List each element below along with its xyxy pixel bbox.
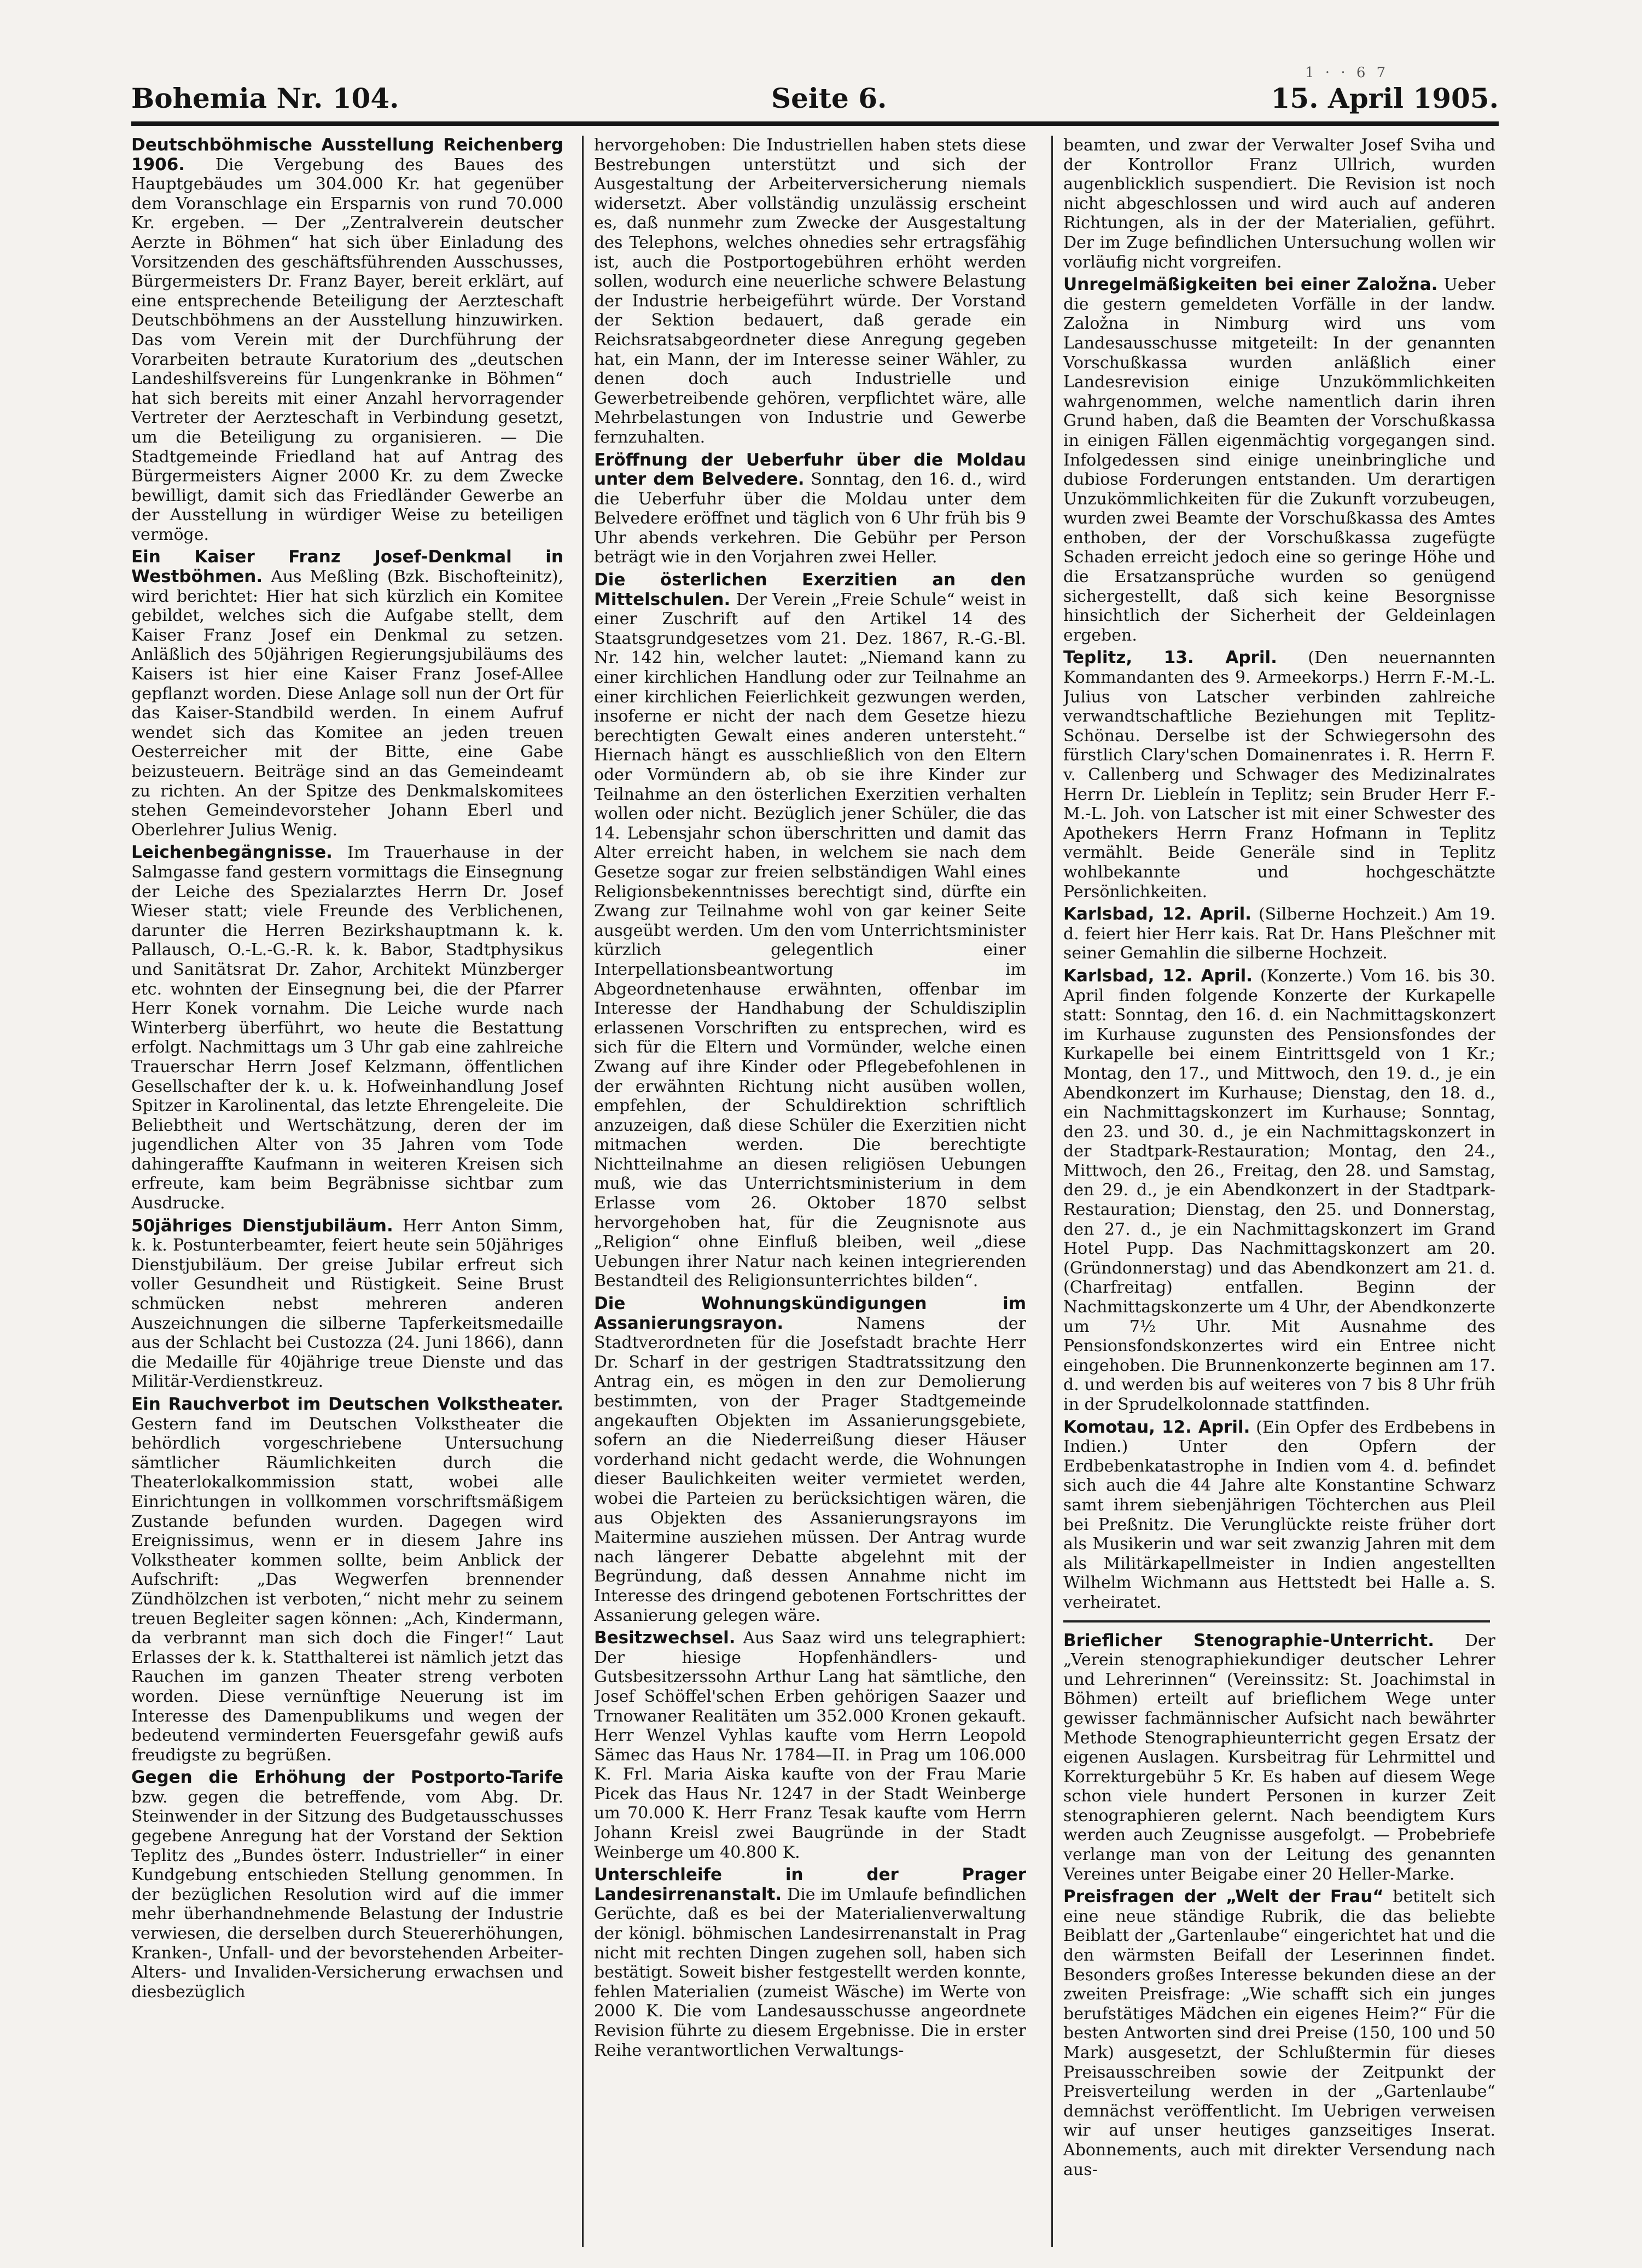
article-heading: Preisfragen der „Welt der Frau“ (1063, 1887, 1384, 1907)
article-body: Aus Saaz wird uns telegraphiert: Der hiesige Hopfenhändlers- und Gutsbesitzerssohn Arthur Lang hat sämtliche, den Josef Schöffel'schen Erben gehörigen Saazer und Trnowaner Realitäten um 352.000 Kronen gekauft. Herr Wenzel Vyhlas kaufte vom Herrn Leopold Sämec das Haus Nr. 1784—II. in Prag um 106.000 K. Frl. Maria Aiska kaufte von der Frau Marie Picek das Haus Nr. 1247 in der Stadt Weinberge um 70.000 K. Herr Franz Tesak kaufte vom Herrn Johann Kreisl zwei Baugründe in der Stadt Weinberge um 40.800 K. (594, 1629, 1026, 1862)
article-body: Im Trauerhause in der Salmgasse fand gestern vormittags die Einsegnung der Leiche des Spezialarztes Herrn Dr. Josef Wieser statt; viele Freunde des Verblichenen, darunter die Herren Bezirkshauptmann k. k. Pallausch, O.-L.-G.-R. k. k. Babor, Stadtphysikus und Sanitätsrat Dr. Zahor, Architekt Münzberger etc. wohnten der Einsegnung bei, die der Pfarrer Herr Konek vornahm. Die Leiche wurde nach Winterberg überführt, wo heute die Bestattung erfolgt. Nachmittags um 3 Uhr gab eine zahlreiche Trauerschar Herrn Josef Kelzmann, öffentlichen Gesellschafter der k. u. k. Hofweinhandlung Josef Spitzer in Karolinental, das letzte Ehrengeleite. Die Beliebtheit und Wertschätzung, deren der im jugendlichen Alter von 35 Jahren vom Tode dahingeraffte Kaufmann in weiteren Kreisen sich erfreute, kam beim Begräbnisse sichtbar zum Ausdrucke. (131, 843, 563, 1213)
article-heading: 50jähriges Dienstjubiläum. (131, 1216, 393, 1236)
article-heading: Gegen die Erhöhung der Postporto-Tarife (131, 1767, 563, 1788)
article (1063, 1631, 1495, 1885)
article-heading: Ein Rauchverbot im Deutschen Volkstheater. (131, 1394, 563, 1414)
article (1063, 136, 1495, 272)
article-heading: Deutschböhmische Ausstellung Reichenberg 1906. (131, 136, 563, 175)
article (594, 136, 1026, 447)
article (594, 1865, 1026, 2060)
article-body: Aus Meßling (Bzk. Bischofteinitz), wird berichtet: Hier hat sich kürzlich ein Komitee gebildet, welches sich die Aufgabe stellt, dem Kaiser Franz Josef ein Denkmal zu setzen. Anläßlich des 50jährigen Regierungsjubiläums des Kaisers ist hier eine Kaiser Franz Josef-Allee gepflanzt worden. Diese Anlage soll nun der Ort für das Kaiser-Standbild werden. In einem Aufruf wendet sich das Komitee an jeden treuen Oesterreicher mit der Bitte, eine Gabe beizusteuern. Beiträge sind an das Gemeindeamt zu richten. An der Spitze des Denkmalskomitees stehen Gemeindevorsteher Johann Eberl und Oberlehrer Julius Wenig. (131, 567, 563, 840)
article-heading: Ein Kaiser Franz Josef-Denkmal in Westböhmen. (131, 547, 563, 587)
article-body: Sonntag, den 16. d., wird die Ueberfuhr über die Moldau unter dem Belvedere eröffnet und täglich von 6 Uhr früh bis 9 Uhr abends verkehren. Die Gebühr per Person beträgt wie in den Vorjahren zwei Heller. (594, 470, 1026, 567)
column-divider (1051, 136, 1053, 2247)
article (1063, 275, 1495, 645)
article (131, 1768, 563, 2002)
article-heading: Karlsbad, 12. April. (1063, 966, 1253, 986)
article (131, 548, 563, 840)
article-heading: Besitzwechsel. (594, 1628, 736, 1648)
article (131, 136, 563, 544)
article-body: Gestern fand im Deutschen Volkstheater die behördlich vorgeschriebene Untersuchung sämtlicher Räumlichkeiten durch die Theaterlokalkommission statt, wobei alle Einrichtungen in vollkommen vorschriftsmäßigem Zustande befunden wurden. Dagegen wird Ereignissimus, wenn er in diesem Jahre ins Volkstheater kommen sollte, beim Anblick der Aufschrift: „Das Wegwerfen brennender Zündhölzchen ist verboten,“ nicht mehr zu seinem treuen Begleiter sagen können: „Ach, Kindermann, da verbrannt man sich doch die Finger!“ Laut Erlasses der k. k. Statthalterei ist nämlich jetzt das Rauchen im ganzen Theater streng verboten worden. Diese vernünftige Neuerung ist im Interesse des Damenpublikums und wegen der bedeutend verminderten Feuersgefahr gewiß aufs freudigste zu begrüßen. (131, 1414, 563, 1765)
article (594, 451, 1026, 568)
column-2 (594, 136, 1026, 2247)
article (594, 1629, 1026, 1862)
article-body: Der „Verein stenographiekundiger deutscher Lehrer und Lehrerinnen“ (Vereinssitz: St. Joachimstal in Böhmen) erteilt auf brieflichem Wege unter gewisser fachmännischer Aufsicht nach bewährter Methode Stenographieunterricht gegen Ersatz der eigenen Auslagen. Kursbeitrag für Lehrmittel und Korrekturgebühr 5 Kr. Es haben auf diesem Wege schon viele hundert Personen in kurzer Zeit stenographieren gelernt. Nach beendigtem Kurs werden auch Zeugnisse ausgefolgt. — Probebriefe verlange man von der Leitung des genannten Vereines unter Beigabe einer 20 Heller-Marke. (1063, 1631, 1495, 1884)
article (131, 1217, 563, 1392)
issue-date: 15. April 1905. (1271, 82, 1499, 114)
archive-stamp: 1 · · 6 7 (1305, 65, 1389, 81)
masthead-issue: Bohemia Nr. 104. (131, 82, 399, 114)
article (1063, 967, 1495, 1415)
article (131, 1395, 563, 1765)
article-body: hervorgehoben: Die Industriellen haben stets diese Bestrebungen unterstützt und sich der Ausgestaltung der Arbeiterversicherung niemals widersetzt. Aber vollständig unzulässig erscheint es, daß nunmehr zum Zwecke der Ausgestaltung des Telephons, welches ohnedies sehr ertragsfähig ist, auch die Postportogebühren erhöht werden sollen, wodurch eine neuerliche schwere Belastung der Industrie herbeigeführt würde. Der Vorstand der Sektion bedauert, daß gerade ein Reichsratsabgeordneter diese Anregung gegeben hat, ein Mann, der im Interesse seiner Wähler, zu denen doch auch Industrielle und Gewerbetreibende gehören, verpflichtet wäre, alle Mehrbelastungen von Industrie und Gewerbe fernzuhalten. (594, 136, 1026, 447)
article-body: Die Vergebung des Baues des Hauptgebäudes um 304.000 Kr. hat gegenüber dem Voranschlage ein Ersparnis von rund 70.000 Kr. ergeben. — Der „Zentralverein deutscher Aerzte in Böhmen“ hat sich über Einladung des Vorsitzenden des geschäftsführenden Ausschusses, Bürgermeisters Dr. Franz Bayer, bereit erklärt, auf eine entsprechende Beteiligung der Aerzteschaft Deutschböhmens an der Ausstellung hinzuwirken. Das vom Verein mit der Durchführung der Vorarbeiten betraute Kuratorium des „deutschen Landeshilfsvereins für Lungenkranke in Böhmen“ hat sich bereits mit einer Anzahl hervorragender Vertreter der Aerzteschaft in Verbindung gesetzt, um die Beteiligung zu organisieren. — Die Stadtgemeinde Friedland hat auf Antrag des Bürgermeisters Aigner 2000 Kr. zu dem Zwecke bewilligt, damit sich das Friedländer Gewerbe an der Ausstellung in würdiger Weise zu beteiligen vermöge. (131, 155, 563, 544)
column-1 (131, 136, 563, 2247)
article-heading: Die Wohnungskündigungen im Assanierungsrayon. (594, 1294, 1026, 1333)
article (1063, 648, 1495, 902)
column-3 (1063, 136, 1495, 2247)
article-body: Der Verein „Freie Schule“ weist in einer Zuschrift auf den Artikel 14 des Staatsgrundgesetzes vom 21. Dez. 1867, R.-G.-Bl. Nr. 142 hin, welcher lautet: „Niemand kann zu einer kirchlichen Handlung oder zur Teilnahme an einer kirchlichen Feierlichkeit gezwungen werden, insoferne er nicht der nach dem Gesetze hiezu berechtigten Gewalt eines anderen untersteht.“ Hiernach hängt es ausschließlich von den Eltern oder Vormündern ab, ob sie ihre Kinder zur Teilnahme an den österlichen Exerzitien verhalten wollen oder nicht. Bezüglich jener Schüler, die das 14. Lebensjahr schon überschritten und damit das Alter erreicht haben, in welchem sie nach dem Gesetze sogar zur freien selbständigen Wahl eines Religionsbekenntnisses berechtigt sind, dürfte ein Zwang zur Teilnahme wohl von gar keiner Seite ausgeübt werden. Um den vom Unterrichtsminister kürzlich gelegentlich einer Interpellationsbeantwortung im Abgeordnetenhause erwähnten, offenbar im Interesse der Handhabung der Schuldisziplin erlassenen Vorschriften zu entsprechen, wird es sich für die Eltern und Vormünder, welche einen Zwang auf ihre Kinder oder Pflegebefohlenen in der erwähnten Richtung nicht ausüben wollen, empfehlen, der Schuldirektion schriftlich anzuzeigen, daß diese Schüler die Exerzitien nicht mitmachen werden. Die berechtigte Nichtteilnahme an diesen religiösen Uebungen muß, wie das Unterrichtsministerium in dem Erlasse vom 26. Oktober 1870 selbst hervorgehoben hat, für die Zeugnisnote aus „Religion“ ohne Einfluß bleiben, weil „diese Uebungen ihrer Natur nach keinen integrierenden Bestandteil des Religionsunterrichtes bilden“. (594, 590, 1026, 1291)
article (594, 1294, 1026, 1625)
article-heading: Unregelmäßigkeiten bei einer Založna. (1063, 275, 1438, 295)
article-heading: Die österlichen Exerzitien an den Mittelschulen. (594, 570, 1026, 609)
article (1063, 1887, 1495, 2179)
article-body: Ueber die gestern gemeldeten Vorfälle in der landw. Založna in Nimburg wird uns vom Landesausschusse mitgeteilt: In der genannten Vorschußkassa wurden anläßlich einer Landesrevision einige Unzukömmlichkeiten wahrgenommen, welche namentlich darin ihren Grund haben, daß die Beamten der Vorschußkassa in einigen Fällen eigenmächtig vorgegangen sind. Infolgedessen sind einige uneinbringliche und dubiose Forderungen entstanden. Um derartigen Unzukömmlichkeiten für die Zukunft vorzubeugen, wurden zwei Beamte der Vorschußkassa des Amtes enthoben, der der Vorschußkassa zugefügte Schaden erreicht jedoch eine so geringe Höhe und die Ersatzansprüche wurden so genügend sichergestellt, daß sich keine Besorgnisse hinsichtlich der Sicherheit der Geldeinlagen ergeben. (1063, 275, 1495, 645)
article (1063, 905, 1495, 963)
article (594, 571, 1026, 1291)
article-body: Herr Anton Simm, k. k. Postunterbeamter, feiert heute sein 50jähriges Dienstjubiläum. Der greise Jubilar erfreut sich voller Gesundheit und Rüstigkeit. Seine Brust schmücken nebst mehreren anderen Auszeichnungen die silberne Tapferkeitsmedaille aus der Schlacht bei Custozza (24. Juni 1866), dann die Medaille für 40jährige treue Dienste und das Militär-Verdienstkreuz. (131, 1216, 563, 1392)
article-body: beamten, und zwar der Verwalter Josef Sviha und der Kontrollor Franz Ullrich, wurden augenblicklich suspendiert. Die Revision ist noch nicht abgeschlossen und wird auch auf anderen Richtungen, als in der der Materialien, geführt. Der im Zuge befindlichen Untersuchung wollen wir vorläufig nicht vorgreifen. (1063, 136, 1495, 272)
article-heading: Eröffnung der Ueberfuhr über die Moldau unter dem Belvedere. (594, 450, 1026, 490)
header-rule (131, 121, 1499, 126)
article-heading: Komotau, 12. April. (1063, 1417, 1250, 1437)
article-body: (Den neuernannten Kommandanten des 9. Armeekorps.) Herrn F.-M.-L. Julius von Latscher verbinden zahlreiche verwandtschaftliche Beziehungen mit Teplitz-Schönau. Derselbe ist der Schwiegersohn des fürstlich Clary'schen Domainenrates i. R. Herrn F. v. Callenberg und Schwager des Medizinalrates Herrn Dr. Liebleín in Teplitz; sein Bruder Herr F.-M.-L. Joh. von Latscher ist mit einer Schwester des Apothekers Herrn Franz Hofmann in Teplitz vermählt. Beide Generäle sind in Teplitz wohlbekannte und hochgeschätzte Persönlichkeiten. (1063, 648, 1495, 902)
article-body: (Ein Opfer des Erdbebens in Indien.) Unter den Opfern der Erdbebenkatastrophe in Indien vom 4. d. befindet sich auch die 44 Jahre alte Konstantine Schwarz samt ihrem siebenjährigen Töchterchen aus Pleil bei Preßnitz. Die Verunglückte reiste früher dort als Musikerin und war seit zwanzig Jahren mit dem als Militärkapellmeister in Indien angestellten Wilhelm Wichmann aus Hettstedt bei Halle a. S. verheiratet. (1063, 1417, 1495, 1612)
article-body: Die im Umlaufe befindlichen Gerüchte, daß es bei der Materialienverwaltung der königl. böhmischen Landesirrenanstalt in Prag nicht mit rechten Dingen zugehen soll, haben sich bestätigt. Soweit bisher festgestellt werden konnte, fehlen Materialien (zumeist Wäsche) im Werte von 2000 K. Die vom Landesausschusse angeordnete Revision führte zu diesem Ergebnisse. Die in erster Reihe verantwortlichen Verwaltungs- (594, 1885, 1026, 2060)
article-heading: Unterschleife in der Prager Landesirrenanstalt. (594, 1865, 1026, 1904)
page-header (131, 82, 1499, 120)
article-body: (Konzerte.) Vom 16. bis 30. April finden folgende Konzerte der Kurkapelle statt: Sonntag, den 16. d. ein Nachmittagskonzert im Kurhause zugunsten des Pensionsfondes der Kurkapelle bei einem Eintrittsgeld von 1 Kr.; Montag, den 17., und Mittwoch, den 19. d., je ein Abendkonzert im Kurhause; Dienstag, den 18. d., ein Nachmittagskonzert im Kurhause; Sonntag, den 23. und 30. d., je ein Nachmittagskonzert in der Stadtpark-Restauration; Montag, den 24., Mittwoch, den 26., Freitag, den 28. und Samstag, den 29. d., je ein Abendkonzert in der Stadtpark-Restauration; Dienstag, den 25. und Donnerstag, den 27. d., je ein Nachmittagskonzert im Grand Hotel Pupp. Das Nachmittagskonzert am 20. (Gründonnerstag) und das Abendkonzert am 21. d. (Charfreitag) entfallen. Beginn der Nachmittagskonzerte um 4 Uhr, der Abendkonzerte um 7½ Uhr. Mit Ausnahme des Pensionsfondskonzertes wird ein Entree nicht eingehoben. Die Brunnenkonzerte beginnen am 17. d. und werden bis auf weiteres von 7 bis 8 Uhr früh in der Sprudelkolonnade stattfinden. (1063, 966, 1495, 1414)
article-heading: Karlsbad, 12. April. (1063, 904, 1252, 924)
article-body: (Silberne Hochzeit.) Am 19. d. feiert hier Herr kais. Rat Dr. Hans Plešchner mit seiner Gemahlin die silberne Hochzeit. (1063, 905, 1495, 963)
article-heading: Brieflicher Stenographie-Unterricht. (1063, 1630, 1435, 1650)
article-body: betitelt sich eine neue ständige Rubrik, die das beliebte Beiblatt der „Gartenlaube“ eingerichtet hat und die den wärmsten Beifall der Leserinnen findet. Besonders großes Interesse bekunden diese an der zweiten Preisfrage: „Wie schafft sich ein junges berufstätiges Mädchen ein eigenes Heim?“ Für die besten Antworten sind drei Preise (150, 100 und 50 Mark) ausgesetzt, der Schlußtermin für dieses Preisausschreiben sowie der Zeitpunkt der Preisverteilung werden in der „Gartenlaube“ demnächst veröffentlicht. Im Uebrigen verweisen wir auf unser heutiges ganzseitiges Inserat. Abonnements, auch mit direkter Versendung nach aus- (1063, 1887, 1495, 2179)
article (1063, 1418, 1495, 1613)
column-divider (582, 136, 584, 2247)
section-rule (1063, 1620, 1490, 1623)
article-body: bzw. gegen die betreffende, vom Abg. Dr. Steinwender in der Sitzung des Budgetausschusses gegebene Anregung hat der Vorstand der Sektion Teplitz des „Bundes österr. Industrieller“ in einer Kundgebung entschieden Stellung genommen. In der bezüglichen Resolution wird auf die immer mehr überhandnehmende Belastung der Industrie verwiesen, die derselben durch Steuererhöhungen, Kranken-, Unfall- und der bevorstehenden Arbeiter-Alters- und Invaliden-Versicherung erwachsen und diesbezüglich (131, 1787, 563, 2002)
page-number: Seite 6. (771, 82, 887, 114)
article-body: Namens der Stadtverordneten für die Josefstadt brachte Herr Dr. Scharf in der gestrigen Stadtratssitzung den Antrag ein, es mögen in den zur Demolierung bestimmten, von der Prager Stadtgemeinde angekauften Objekten im Assanierungsgebiete, sofern an die Niederreißung dieser Häuser vorderhand nicht gedacht werde, die Wohnungen dieser Baulichkeiten weiter vermietet werden, wobei die Parteien zu berücksichtigen wären, die aus Objekten des Assanierungsrayons im Maitermine ausziehen müssen. Der Antrag wurde nach längerer Debatte abgelehnt mit der Begründung, daß dessen Annahme nicht im Interesse des dringend gebotenen Fortschrittes der Assanierung gelegen wäre. (594, 1313, 1026, 1625)
article (131, 843, 563, 1213)
article-heading: Leichenbegängnisse. (131, 842, 333, 863)
article-heading: Teplitz, 13. April. (1063, 648, 1277, 668)
